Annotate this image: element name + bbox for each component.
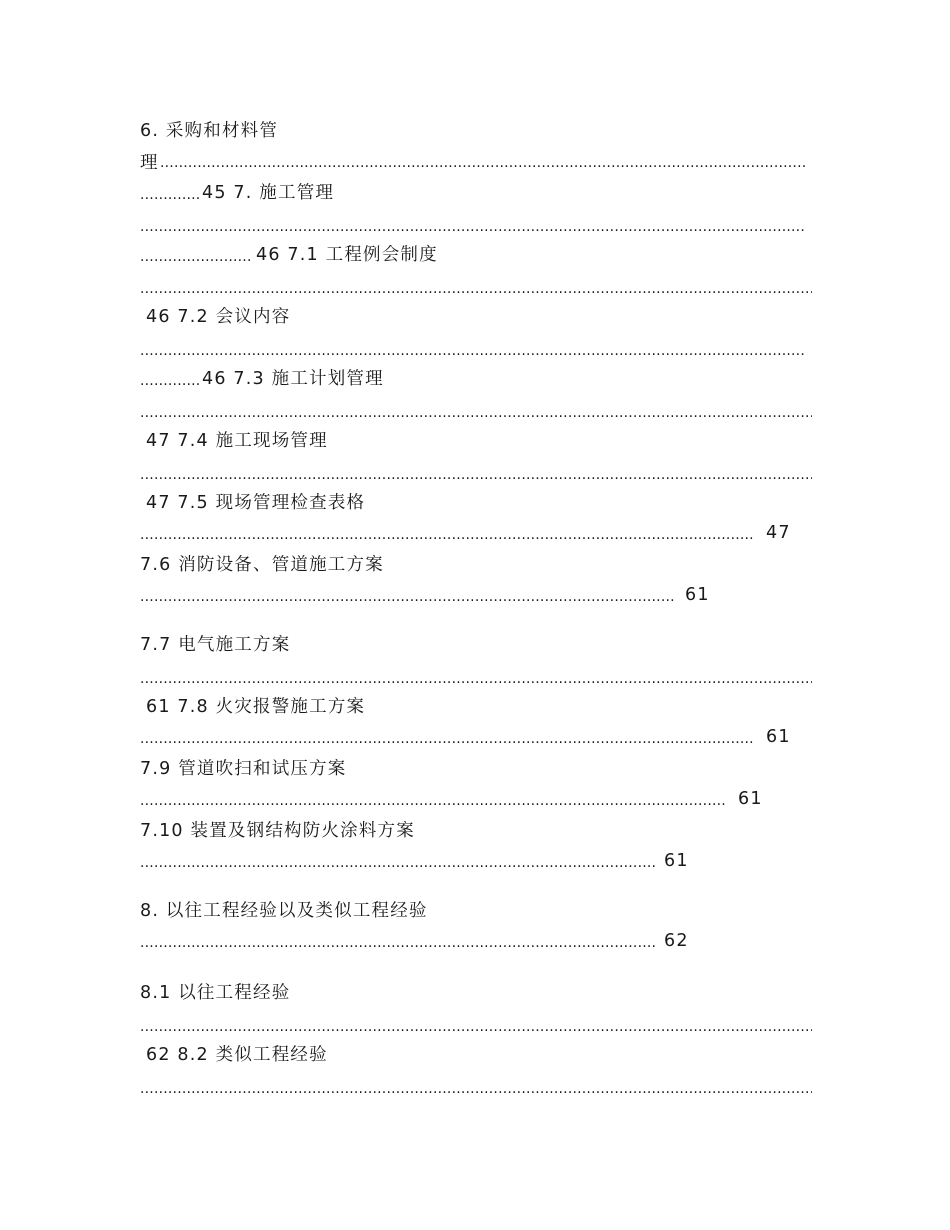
leader-dots <box>140 278 812 300</box>
toc-entry-7-5[interactable]: 47 7.5 现场管理检查表格 <box>146 493 366 513</box>
toc-entry-6[interactable]: 6. 采购和材料管 <box>140 121 279 141</box>
leader-dots <box>140 668 812 690</box>
leader-dots <box>140 932 656 954</box>
leader-dots <box>140 728 755 750</box>
toc-entry-7-7[interactable]: 7.7 电气施工方案 <box>140 635 291 655</box>
leader-dots <box>140 340 806 362</box>
leader-dots <box>140 1078 812 1100</box>
page-number: 62 <box>664 931 689 951</box>
page-number: 61 <box>766 727 791 747</box>
toc-entry-8-1[interactable]: 8.1 以往工程经验 <box>140 983 291 1003</box>
toc-entry-7-4[interactable]: 47 7.4 施工现场管理 <box>146 431 328 451</box>
toc-entry-7-1[interactable]: 46 7.1 工程例会制度 <box>256 245 438 265</box>
leader-dots <box>140 246 250 268</box>
leader-dots <box>140 370 202 392</box>
toc-entry-7-9[interactable]: 7.9 管道吹扫和试压方案 <box>140 759 347 779</box>
leader-dots <box>140 216 806 238</box>
leader-dots <box>140 184 202 206</box>
toc-entry-7-10[interactable]: 7.10 装置及钢结构防火涂料方案 <box>140 821 415 841</box>
leader-dots <box>140 402 812 424</box>
leader-dots <box>140 852 656 874</box>
leader-dots <box>140 464 812 486</box>
toc-entry-7[interactable]: 45 7. 施工管理 <box>202 183 335 203</box>
leader-dots <box>140 790 726 812</box>
toc-entry-8[interactable]: 8. 以往工程经验以及类似工程经验 <box>140 901 428 921</box>
toc-entry-6-continuation: 理 <box>140 153 159 173</box>
leader-dots <box>140 524 755 546</box>
toc-entry-7-2[interactable]: 46 7.2 会议内容 <box>146 307 291 327</box>
toc-entry-8-2[interactable]: 62 8.2 类似工程经验 <box>146 1045 328 1065</box>
page-number: 47 <box>766 523 791 543</box>
page-number: 61 <box>664 851 689 871</box>
leader-dots <box>140 1016 812 1038</box>
toc-entry-7-3[interactable]: 46 7.3 施工计划管理 <box>202 369 384 389</box>
page-number: 61 <box>738 789 763 809</box>
page-number: 61 <box>685 585 710 605</box>
leader-dots <box>140 586 676 608</box>
toc-entry-7-6[interactable]: 7.6 消防设备、管道施工方案 <box>140 555 384 575</box>
toc-entry-7-8[interactable]: 61 7.8 火灾报警施工方案 <box>146 697 366 717</box>
leader-dots <box>160 152 806 174</box>
